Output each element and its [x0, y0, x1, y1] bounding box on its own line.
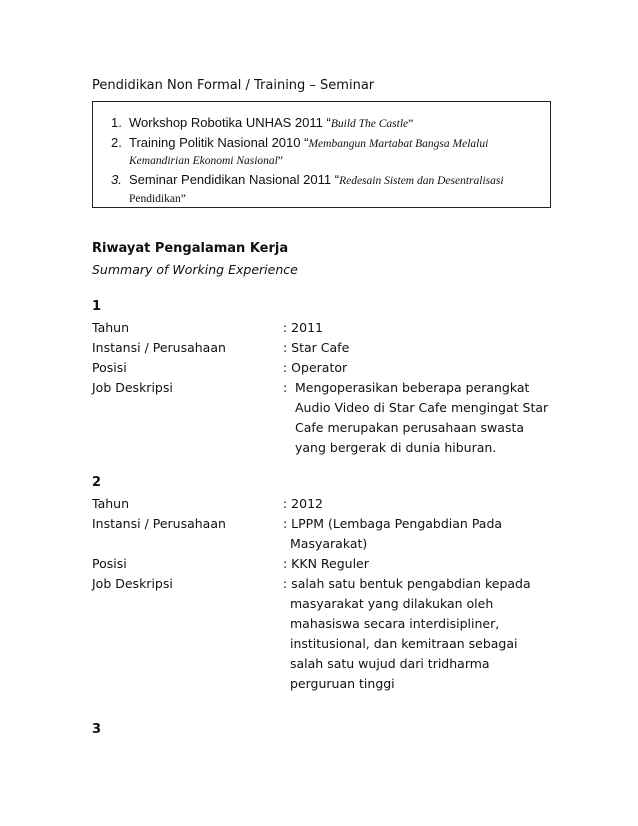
training-item-2: Training Politik Nasional 2010 “Membangun Martabat Bangsa Melalui [129, 135, 489, 150]
experience-2-number: 2 [92, 475, 102, 490]
training-item-2-number: 2. [111, 135, 122, 150]
training-item-3-number: 3. [111, 172, 122, 187]
training-item-1-number: 1. [111, 115, 122, 130]
exp1-job-line-3: Cafe merupakan perusahaan swasta [295, 420, 525, 435]
section-title: Riwayat Pengalaman Kerja [92, 241, 289, 256]
exp2-label-job: Job Deskripsi [92, 576, 173, 591]
exp1-value-posisi: : Operator [283, 360, 348, 375]
training-header: Pendidikan Non Formal / Training – Seminar [92, 78, 375, 93]
training-box [92, 101, 551, 208]
exp2-job-line-3: mahasiswa secara interdisipliner, [290, 616, 500, 631]
exp2-value-posisi: : KKN Reguler [283, 556, 369, 571]
experience-1-number: 1 [92, 299, 102, 314]
training-item-3-cont: Pendidikan” [129, 193, 186, 205]
training-item-2-cont: Kemandirian Ekonomi Nasional” [129, 155, 283, 167]
exp1-job-line-4: yang bergerak di dunia hiburan. [295, 440, 497, 455]
exp2-label-instansi: Instansi / Perusahaan [92, 516, 226, 531]
training-item-3: Seminar Pendidikan Nasional 2011 “Redesain Sistem dan Desentralisasi [129, 172, 504, 187]
exp2-job-line-1: : salah satu bentuk pengabdian kepada [283, 576, 531, 591]
exp2-job-line-5: salah satu wujud dari tridharma [290, 656, 490, 671]
exp1-label-tahun: Tahun [92, 320, 129, 335]
exp2-value-tahun: : 2012 [283, 496, 323, 511]
exp1-job-line-1: Mengoperasikan beberapa perangkat [295, 380, 530, 395]
exp2-job-line-4: institusional, dan kemitraan sebagai [290, 636, 518, 651]
exp2-job-line-2: masyarakat yang dilakukan oleh [290, 596, 494, 611]
exp1-job-line-2: Audio Video di Star Cafe mengingat Star [295, 400, 549, 415]
exp2-job-line-6: perguruan tinggi [290, 676, 395, 691]
exp1-value-tahun: : 2011 [283, 320, 323, 335]
exp1-label-posisi: Posisi [92, 360, 127, 375]
exp1-label-job: Job Deskripsi [92, 380, 173, 395]
exp1-job-colon: : [283, 380, 288, 395]
exp1-value-instansi: : Star Cafe [283, 340, 350, 355]
exp2-value-instansi: : LPPM (Lembaga Pengabdian Pada [283, 516, 503, 531]
exp2-value-instansi-cont: Masyarakat) [290, 536, 368, 551]
exp1-label-instansi: Instansi / Perusahaan [92, 340, 226, 355]
exp2-label-tahun: Tahun [92, 496, 129, 511]
section-subtitle: Summary of Working Experience [92, 262, 298, 277]
experience-3-number: 3 [92, 722, 102, 737]
exp2-label-posisi: Posisi [92, 556, 127, 571]
training-item-1: Workshop Robotika UNHAS 2011 “Build The Castle” [129, 115, 414, 130]
